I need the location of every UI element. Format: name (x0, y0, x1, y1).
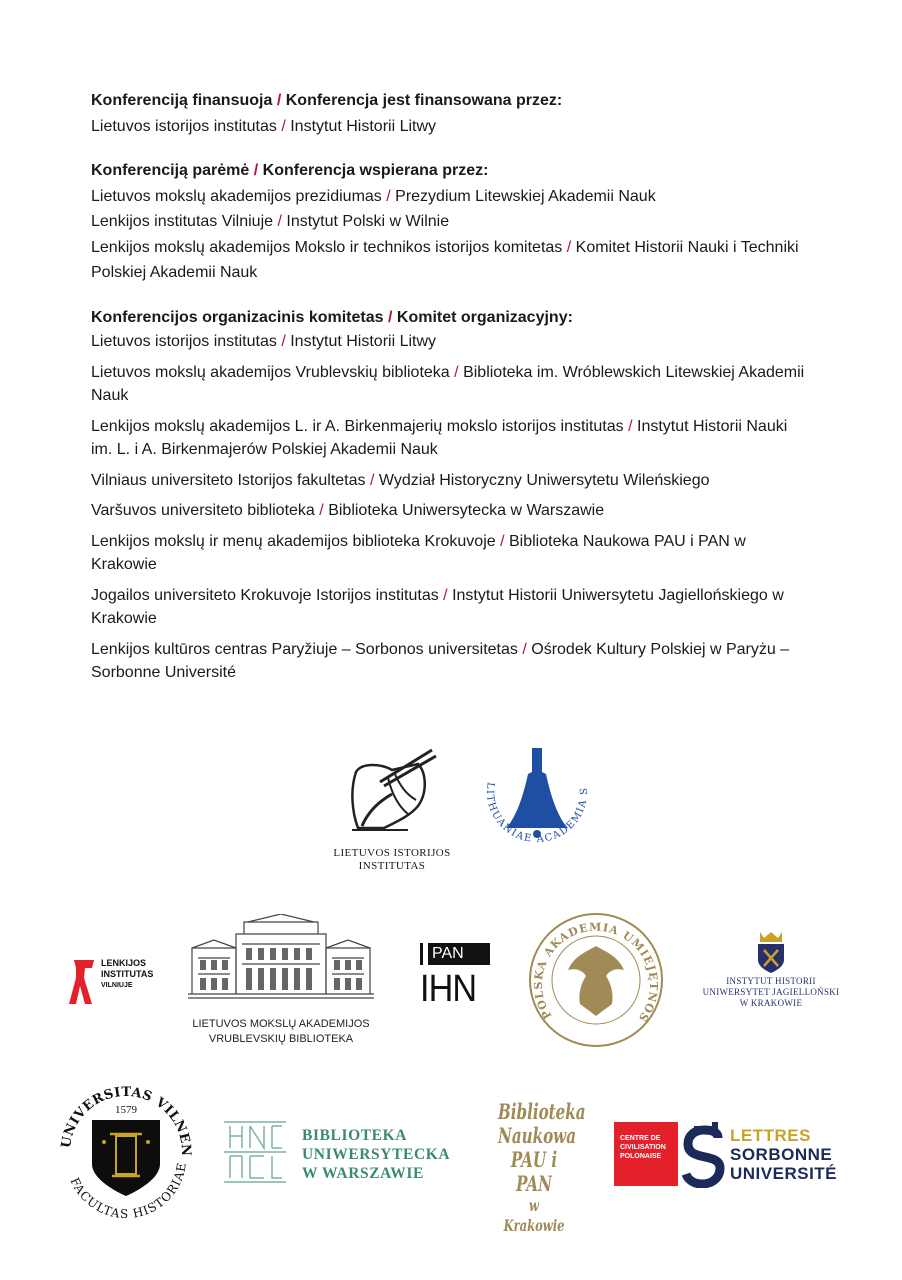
list-item: Lenkijos mokslų akademijos L. ir A. Birkenmajerių mokslo istorijos institutas / Instytut Historii Nauki im. L. i A. Birkenmajerów Polskiej Akademii Nauk (91, 417, 788, 458)
separator: / (276, 92, 282, 109)
bell-emblem-icon (472, 742, 602, 870)
organizers-section (91, 305, 811, 685)
wroblewski-library-logo: LIETUVOS MOKSLŲ AKADEMIJOS VRUBLEVSKIŲ BIBLIOTEKA (178, 914, 384, 1044)
heading-lt: Konferenciją finansuoja (91, 92, 273, 109)
svg-text:UNIVERSITAS VILNENSIS: UNIVERSITAS VILNEN (58, 1084, 194, 1157)
list-item: Vilniaus universiteto Istorijos fakultetas / Wydział Historyczny Uniwersytetu Wileńskiego (91, 471, 710, 489)
bn-pau-pan-logo: Biblioteka Naukowa PAU i PAN w Krakowie (498, 1099, 586, 1235)
heading-lt: Konferenciją parėmė (91, 162, 250, 179)
svg-text:POLSKA AKADEMIA UMIEJĘTNOŚCI: POLSKA AKADEMIA UMIEJĘTNOŚ (531, 920, 661, 1025)
list-item: Lenkijos mokslų ir menų akademijos biblioteka Krokuvoje / Biblioteka Naukowa PAU i PAN w Krakowie (91, 532, 746, 573)
lma-logo (472, 742, 602, 870)
separator: / (253, 162, 259, 179)
heading-pl: Konferencja wspierana przez: (262, 162, 489, 179)
list-item: Lenkijos kultūros centras Paryžiuje – Sorbonos universitetas / Ośrodek Kultury Polskiej w Paryżu – Sorbonne Université (91, 640, 790, 681)
eagle-seal-icon (528, 912, 664, 1048)
uj-history-logo: INSTYTUT HISTORII UNIWERSYTET JAGIELLOŃSKI W KRAKOWIE (682, 930, 860, 1022)
separator: / (387, 308, 393, 326)
list-item: Jogailos universiteto Krokuvoje Istorijos institutas / Instytut Historii Uniwersytetu Jagiellońskiego w Krakowie (91, 586, 784, 627)
polish-institute-logo: LENKIJOS INSTITUTAS VILNIUJE (68, 954, 150, 1008)
heading-lt: Konferencijos organizacinis komitetas (91, 308, 384, 326)
vu-history-logo: UNIVERSITAS VILNEN FACULTAS HISTORIAE 1579 (56, 1078, 196, 1226)
buw-logo: BIBLIOTEKA UNIWERSYTECKA W WARSZAWIE (220, 1116, 456, 1188)
ccp-logo: CENTRE DE CIVILISATION POLONAISE (614, 1122, 678, 1186)
pau-logo (528, 912, 664, 1048)
ihn-pan-logo: PAN IHN (420, 943, 490, 1013)
buw-monogram-icon (220, 1116, 290, 1188)
list-item: Lenkijos mokslų akademijos Mokslo ir technikos istorijos komitetas / Komitet Historii Nauki i Techniki Polskiej Akademii Nauk (91, 238, 799, 281)
crown-shield-icon (754, 930, 788, 974)
funding-heading (91, 88, 811, 114)
list-item: Lietuvos istorijos institutas / Instytut Historii Litwy (91, 117, 437, 135)
heading-pl: Komitet organizacyjny: (396, 308, 573, 326)
organizers-heading (91, 305, 811, 331)
svg-text:LITHUANIAE ACADEMIA SCIENTIARU: LITHUANIAE ACADEMIA S (483, 781, 591, 846)
support-section (91, 158, 811, 286)
quill-hand-emblem-icon (322, 742, 462, 842)
funding-section (91, 88, 811, 139)
list-item: Lietuvos istorijos institutas / Instytut Historii Litwy (91, 333, 437, 350)
document-body (91, 88, 811, 704)
svg-text:FACULTAS HISTORIAE: FACULTAS HISTORIAE (67, 1160, 189, 1222)
figure-icon (68, 956, 100, 1008)
sorbonne-logo: LETTRES SORBONNE UNIVERSITÉ (682, 1120, 846, 1188)
university-seal-icon (56, 1078, 196, 1226)
list-item: Lietuvos mokslų akademijos prezidiumas / Prezydium Litewskiej Akademii Nauk (91, 187, 656, 205)
support-heading (91, 158, 811, 184)
sorbonne-s-icon (682, 1120, 726, 1188)
list-item: Lietuvos mokslų akademijos Vrublevskių biblioteka / Biblioteka im. Wróblewskich Litewskiej Akademii Nauk (91, 363, 805, 404)
heading-pl: Konferencja jest finansowana przez: (285, 92, 563, 109)
lii-logo: LIETUVOS ISTORIJOS INSTITUTAS (322, 742, 462, 874)
library-building-icon (178, 914, 384, 1000)
list-item: Varšuvos universiteto biblioteka / Biblioteka Uniwersytecka w Warszawie (91, 502, 605, 519)
list-item: Lenkijos institutas Vilniuje / Instytut Polski w Wilnie (91, 213, 450, 230)
